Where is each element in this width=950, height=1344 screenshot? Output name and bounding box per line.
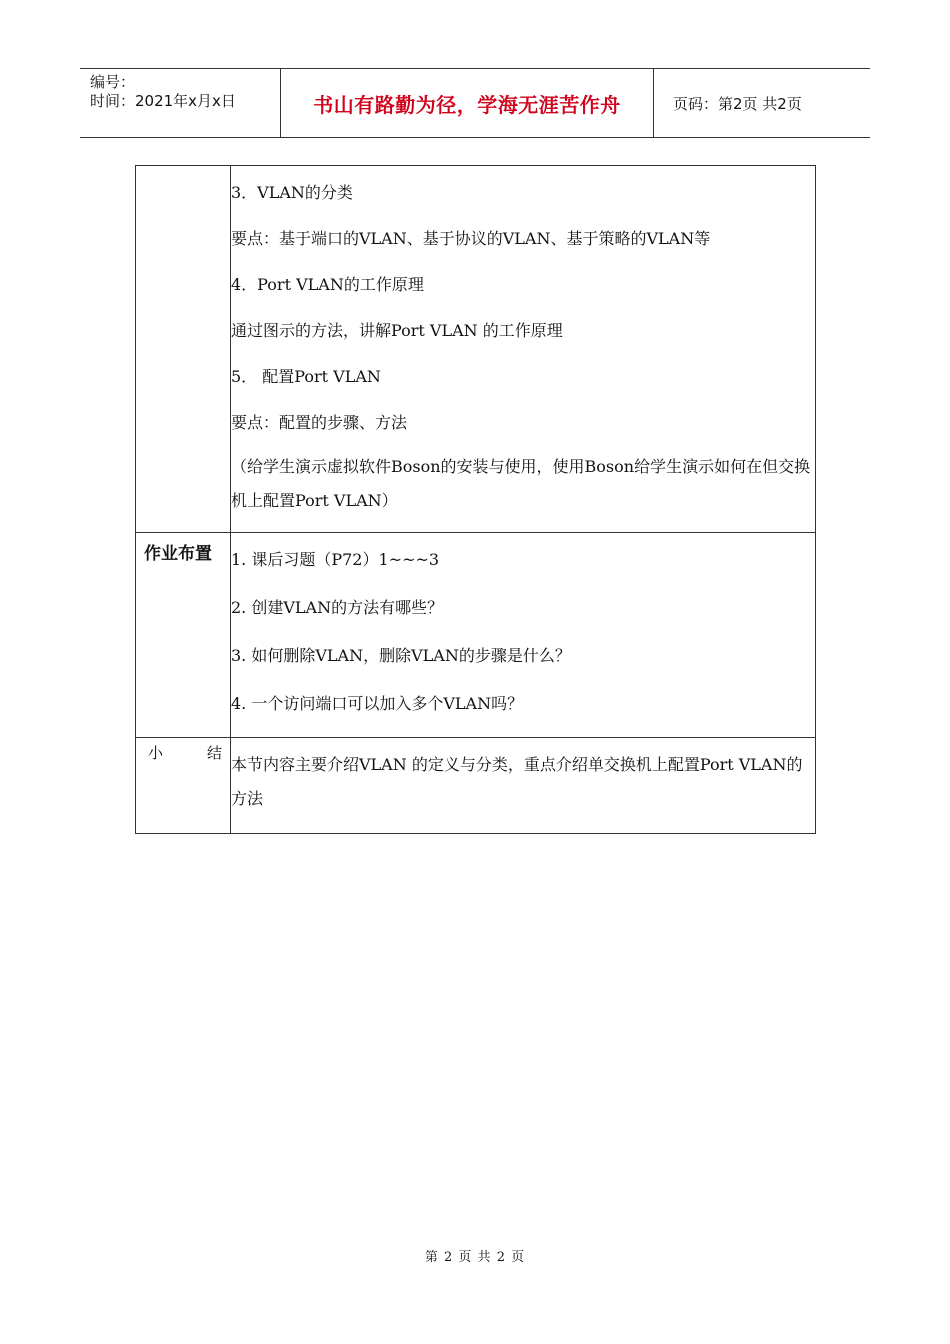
page-footer: 第 2 页 共 2 页 (424, 1250, 526, 1265)
page-info-text: 页码：第2页 共2页 (673, 94, 802, 113)
content-item: 4．Port VLAN的工作原理 (231, 275, 424, 294)
content-item: 要点：基于端口的VLAN、基于协议的VLAN、基于策略的VLAN等 (231, 229, 711, 248)
page-header (80, 68, 870, 138)
content-row (136, 166, 816, 533)
summary-label-left: 小 (148, 744, 164, 762)
summary-label-cell (136, 738, 231, 834)
content-item: 通过图示的方法，讲解Port VLAN 的工作原理 (231, 321, 563, 340)
number-label: 编号： (90, 73, 136, 91)
content-label-cell (136, 166, 231, 533)
homework-item: 3. 如何删除VLAN，删除VLAN的步骤是什么？ (231, 646, 571, 665)
homework-item: 1. 课后习题（P72）1~~~3 (231, 550, 440, 569)
content-item: 要点：配置的步骤、方法 (231, 413, 408, 432)
content-item: 5． 配置Port VLAN (231, 367, 381, 386)
homework-item: 4. 一个访问端口可以加入多个VLAN吗？ (231, 694, 524, 713)
homework-item: 2. 创建VLAN的方法有哪些？ (231, 598, 444, 617)
content-cell (231, 166, 816, 533)
summary-cell (231, 738, 816, 834)
demo-paragraph: （给学生演示虚拟软件Boson的安装与使用，使用Boson给学生演示如何在但交换机上配置Port VLAN） (231, 457, 811, 510)
summary-row (136, 738, 816, 834)
lesson-table (135, 165, 816, 834)
summary-label-right: 结 (206, 744, 222, 762)
content-item: 3．VLAN的分类 (231, 183, 353, 202)
homework-label: 作业布置 (144, 544, 212, 564)
homework-row (136, 533, 816, 738)
header-motto: 书山有路勤为径，学海无涯苦作舟 (313, 92, 621, 117)
header-divider (653, 69, 654, 137)
header-meta (80, 69, 280, 137)
header-page-info (663, 69, 870, 137)
summary-text: 本节内容主要介绍VLAN 的定义与分类，重点介绍单交换机上配置Port VLAN的方法 (231, 755, 803, 808)
homework-cell (231, 533, 816, 738)
homework-label-cell (136, 533, 231, 738)
summary-label (136, 738, 230, 763)
time-label: 时间：2021年x月x日 (90, 92, 236, 110)
